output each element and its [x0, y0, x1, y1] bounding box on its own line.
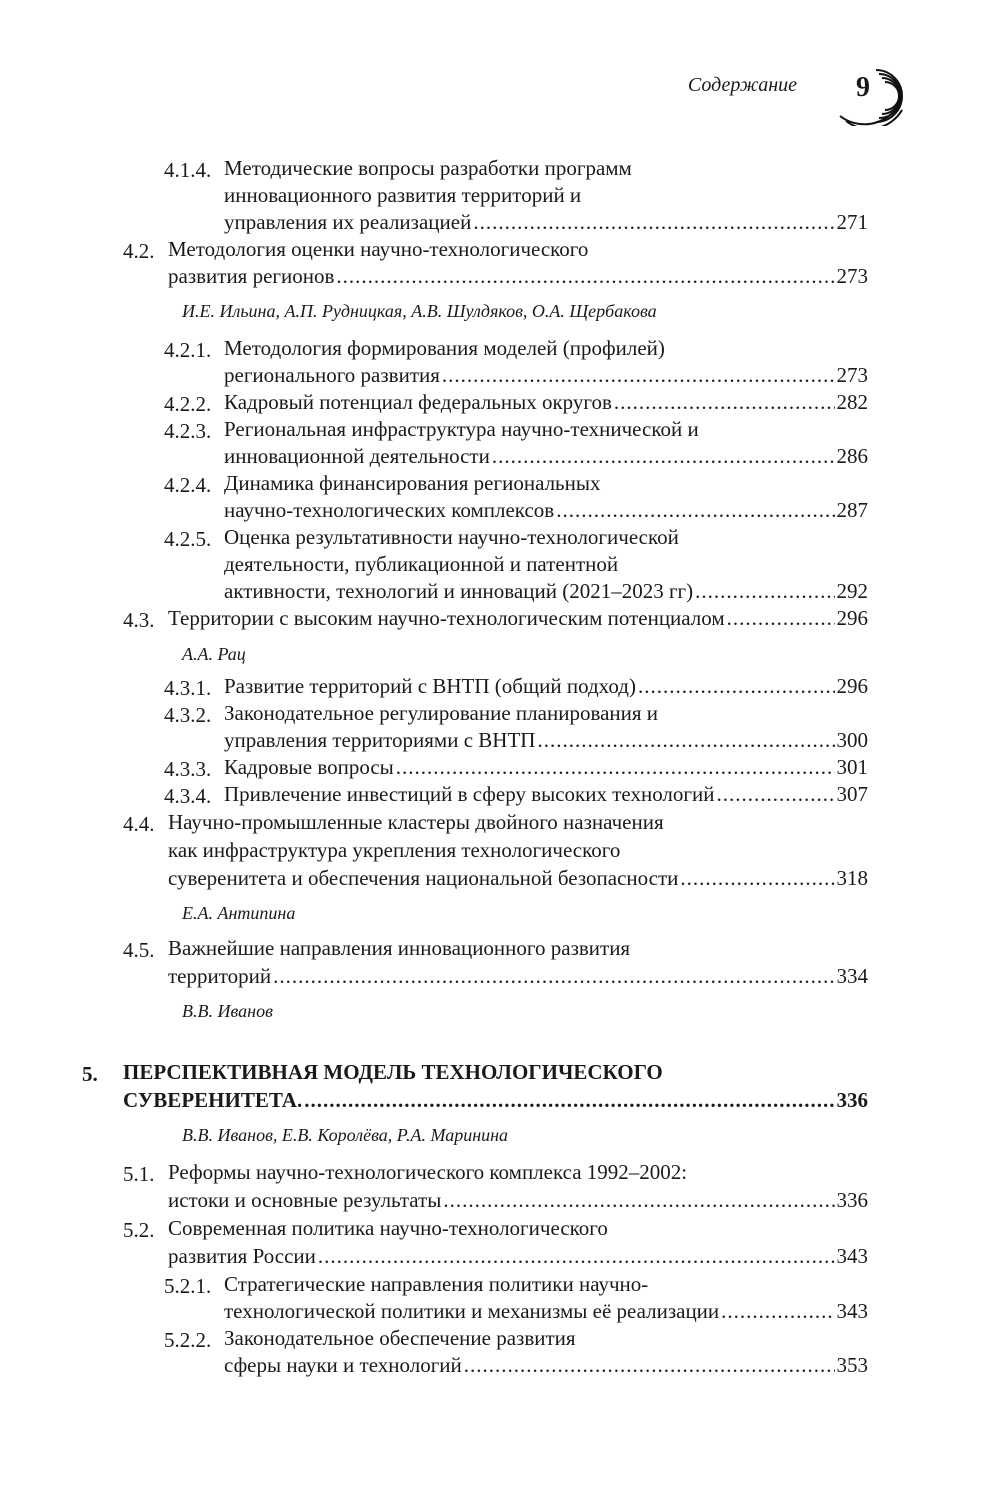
toc-entry-line: развития России	[168, 1244, 316, 1268]
toc-entry-line: Реформы научно-технологического комплекса 1992–2002:	[168, 1160, 688, 1184]
toc-entry-line: СУВЕРЕНИТЕТА.	[123, 1088, 303, 1112]
toc-entry-last-line	[224, 389, 868, 416]
toc-entry-line: технологической политики и механизмы её реализации	[224, 1299, 720, 1323]
toc-entry-line: научно-технологических комплексов	[224, 498, 555, 522]
toc-entry-last-line	[123, 1087, 868, 1114]
toc-entry-line: Законодательное регулирование планирования и	[224, 701, 659, 725]
dot-leader	[442, 362, 835, 389]
toc-entry-line: Оценка результативности научно-технологической	[224, 525, 679, 549]
toc-entry-number: 4.3.2.	[164, 703, 212, 727]
toc-entry-last-line	[168, 605, 868, 632]
toc-entry-line: деятельности, публикационной и патентной	[224, 552, 619, 576]
dot-leader	[717, 781, 835, 808]
toc-page-number: 271	[836, 210, 868, 234]
toc-entry-line: инновационного развития территорий и	[224, 183, 582, 207]
section-title: Содержание	[687, 74, 797, 96]
toc-entry-number: 4.2.4.	[164, 473, 212, 497]
toc-entry-line: регионального развития	[224, 363, 440, 387]
toc-entry-number: 4.5.	[123, 938, 155, 962]
toc-entry-line: Законодательное обеспечение развития	[224, 1326, 576, 1350]
toc-page-number: 273	[836, 363, 868, 387]
toc-entry-author: И.Е. Ильина, А.П. Рудницкая, А.В. Шулдяков, О.А. Щербакова	[182, 301, 657, 321]
toc-entry-number: 5.2.	[123, 1218, 155, 1242]
toc-entry-line: Методические вопросы разработки программ	[224, 156, 632, 180]
toc-entry-number: 4.1.4.	[164, 158, 212, 182]
toc-entry-number: 4.2.	[123, 239, 155, 263]
dot-leader	[614, 389, 835, 416]
toc-page-number: 343	[836, 1299, 868, 1323]
toc-entry-number: 4.3.4.	[164, 784, 212, 808]
page-number: 9	[856, 72, 870, 103]
toc-entry-last-line	[224, 727, 868, 754]
toc-page-number: 300	[836, 728, 868, 752]
toc-entry-last-line	[168, 865, 868, 892]
toc-entry-number: 5.	[82, 1062, 98, 1086]
dot-leader	[537, 727, 834, 754]
toc-entry-number: 5.2.1.	[164, 1274, 212, 1298]
toc-page-number: 318	[836, 866, 868, 890]
dot-leader	[336, 263, 834, 290]
toc-entry-line: Территории с высоким научно-технологическим потенциалом	[168, 606, 725, 630]
toc-entry-line: Региональная инфраструктура научно-технической и	[224, 417, 699, 441]
toc-entry-last-line	[224, 362, 868, 389]
toc-entry-number: 5.2.2.	[164, 1328, 212, 1352]
toc-entry-line: Привлечение инвестиций в сферу высоких технологий	[224, 782, 715, 806]
toc-entry-number: 4.3.1.	[164, 676, 212, 700]
dot-leader	[695, 578, 834, 605]
dot-leader	[680, 865, 834, 892]
dot-leader	[318, 1243, 835, 1270]
toc-entry-number: 4.2.1.	[164, 338, 212, 362]
toc-page-number: 287	[836, 498, 868, 522]
toc-entry-last-line	[224, 1352, 868, 1379]
toc-entry-last-line	[224, 781, 868, 808]
toc-entry-line: сферы науки и технологий	[224, 1353, 462, 1377]
toc-entry-number: 4.4.	[123, 812, 155, 836]
toc-entry-last-line	[168, 1187, 868, 1214]
toc-entry-last-line	[224, 754, 868, 781]
toc-entry-last-line	[224, 209, 868, 236]
toc-entry-line: как инфраструктура укрепления технологического	[168, 838, 621, 862]
toc-entry-line: истоки и основные результаты	[168, 1188, 442, 1212]
toc-entry-last-line	[224, 1298, 868, 1325]
toc-entry-line: Динамика финансирования региональных	[224, 471, 601, 495]
toc-page-number: 282	[836, 390, 868, 414]
dot-leader	[638, 673, 835, 700]
dot-leader	[721, 1298, 834, 1325]
toc-entry-author: В.В. Иванов	[182, 1001, 273, 1021]
toc-page-number: 296	[836, 674, 868, 698]
toc-page-number: 334	[836, 964, 868, 988]
toc-entry-line: территорий	[168, 964, 272, 988]
toc-entry-author: Е.А. Антипина	[182, 903, 296, 923]
toc-page-number: 307	[836, 782, 868, 806]
toc-page-number: 296	[836, 606, 868, 630]
toc-entry-author: В.В. Иванов, Е.В. Королёва, Р.А. Маринина	[182, 1125, 509, 1145]
toc-page-number: 273	[836, 264, 868, 288]
dot-leader	[492, 443, 835, 470]
toc-page-number: 343	[836, 1244, 868, 1268]
toc-entry-number: 4.2.3.	[164, 419, 212, 443]
toc-entry-line: инновационной деятельности	[224, 444, 490, 468]
page-number-swirl-icon	[836, 66, 906, 126]
toc-entry-number: 4.2.5.	[164, 527, 212, 551]
toc-entry-last-line	[168, 263, 868, 290]
toc-entry-line: суверенитета и обеспечения национальной безопасности	[168, 866, 679, 890]
toc-entry-number: 5.1.	[123, 1162, 155, 1186]
toc-page-number: 301	[836, 755, 868, 779]
toc-entry-line: управления их реализацией	[224, 210, 472, 234]
toc-entry-line: Стратегические направления политики научно-	[224, 1272, 649, 1296]
toc-entry-line: Методология формирования моделей (профилей)	[224, 336, 665, 360]
dot-leader	[396, 754, 835, 781]
toc-entry-number: 4.3.	[123, 608, 155, 632]
dot-leader	[304, 1087, 834, 1114]
toc-entry-line: Кадровые вопросы	[224, 755, 394, 779]
toc-entry-line: ПЕРСПЕКТИВНАЯ МОДЕЛЬ ТЕХНОЛОГИЧЕСКОГО	[123, 1060, 663, 1084]
toc-entry-number: 4.2.2.	[164, 392, 212, 416]
toc-entry-last-line	[168, 1243, 868, 1270]
toc-entry-line: Кадровый потенциал федеральных округов	[224, 390, 612, 414]
toc-entry-line: управления территориями с ВНТП	[224, 728, 536, 752]
toc-page-number: 336	[836, 1088, 868, 1112]
dot-leader	[443, 1187, 834, 1214]
toc-entry-line: Развитие территорий с ВНТП (общий подход)	[224, 674, 636, 698]
toc-page-number: 336	[836, 1188, 868, 1212]
toc-entry-last-line	[224, 578, 868, 605]
toc-entry-author: А.А. Рац	[182, 644, 246, 664]
dot-leader	[473, 209, 834, 236]
toc-entry-line: Современная политика научно-технологического	[168, 1216, 608, 1240]
toc-entry-line: Важнейшие направления инновационного развития	[168, 936, 631, 960]
toc-page-number: 292	[836, 579, 868, 603]
toc-entry-number: 4.3.3.	[164, 757, 212, 781]
toc-entry-last-line	[168, 963, 868, 990]
toc-entry-line: развития регионов	[168, 264, 335, 288]
toc-entry-line: активности, технологий и инноваций (2021–2023 гг)	[224, 579, 694, 603]
toc-page-number: 353	[836, 1353, 868, 1377]
dot-leader	[556, 497, 834, 524]
running-header	[0, 66, 1000, 126]
toc-entry-line: Научно-промышленные кластеры двойного назначения	[168, 810, 664, 834]
dot-leader	[273, 963, 834, 990]
toc-entry-last-line	[224, 497, 868, 524]
dot-leader	[727, 605, 835, 632]
toc-entry-last-line	[224, 673, 868, 700]
toc-entry-last-line	[224, 443, 868, 470]
toc-page-number: 286	[836, 444, 868, 468]
toc-entry-line: Методология оценки научно-технологического	[168, 237, 589, 261]
dot-leader	[464, 1352, 835, 1379]
